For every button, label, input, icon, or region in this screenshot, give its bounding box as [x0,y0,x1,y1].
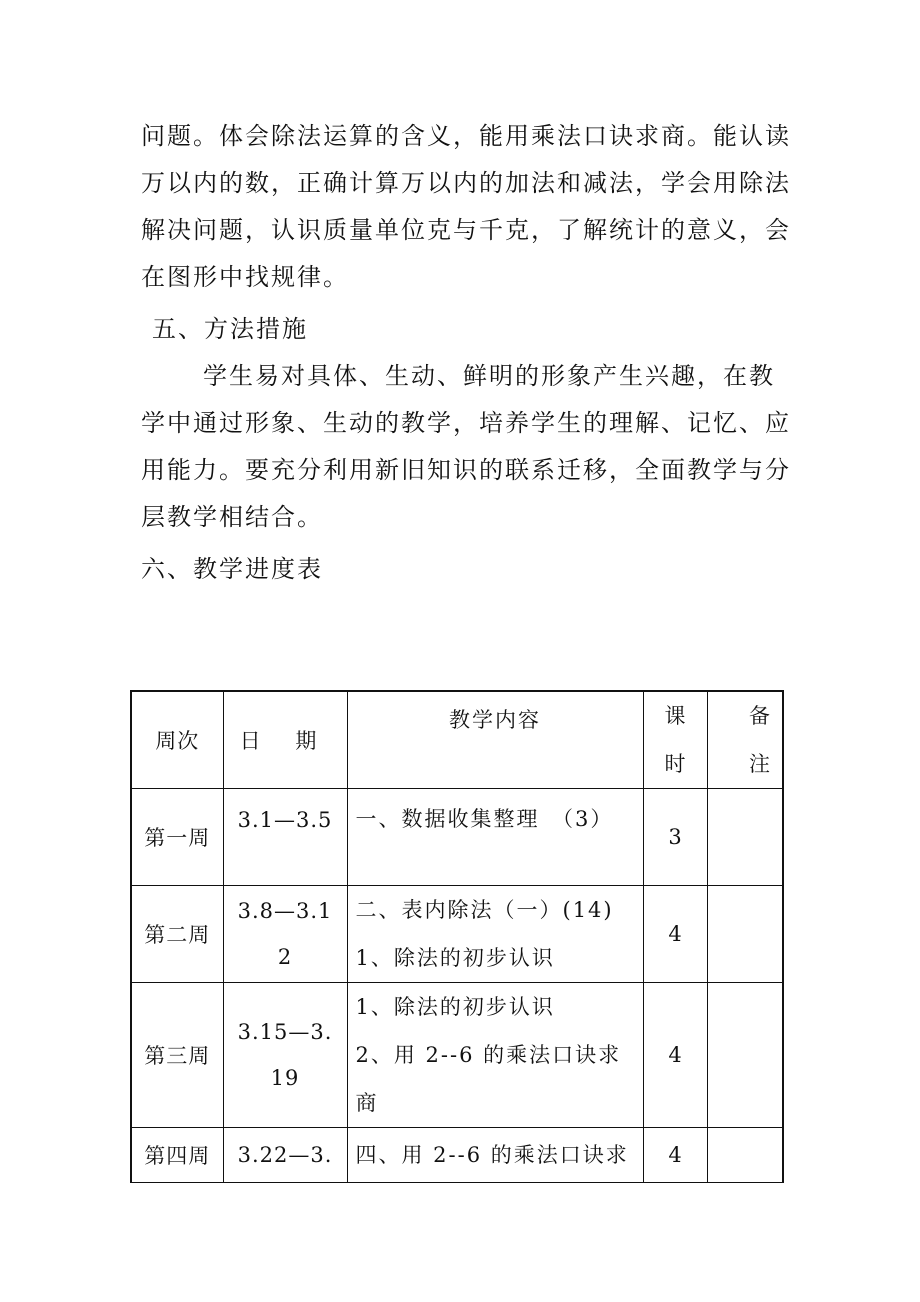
week-cell: 第三周 [131,983,223,1128]
hours-cell: 4 [643,1128,707,1183]
section-heading-schedule: 六、教学进度表 [141,555,323,583]
table-row [131,983,783,1128]
table-row [131,886,783,983]
note-cell [707,789,783,886]
header-content: 教学内容 [347,691,643,789]
header-date: 日 期 [223,691,347,789]
header-note: 备 注 [707,691,783,789]
table-row [131,789,783,886]
hours-cell: 4 [643,886,707,983]
date-cell: 3.22—3. [223,1128,347,1183]
section-heading-methods: 五、方法措施 [152,315,308,343]
note-cell [707,1128,783,1183]
header-week: 周次 [131,691,223,789]
intro-paragraph-continued: 问题。体会除法运算的含义，能用乘法口诀求商。能认读万以内的数，正确计算万以内的加法和减法，学会用除法解决问题，认识质量单位克与千克，了解统计的意义，会在图形中找规律。 [141,122,791,291]
methods-paragraph: 学生易对具体、生动、鲜明的形象产生兴趣，在教学中通过形象、生动的教学，培养学生的理解、记忆、应用能力。要充分利用新旧知识的联系迁移，全面教学与分层教学相结合。 [141,362,791,531]
hours-cell: 4 [643,983,707,1128]
note-cell [707,886,783,983]
date-cell: 3.15—3. 19 [223,983,347,1128]
hours-cell: 3 [643,789,707,886]
week-cell: 第一周 [131,789,223,886]
content-cell: 1、除法的初步认识 2、用 2--6 的乘法口诀求 商 [347,983,643,1128]
content-cell: 二、表内除法（一）(14) 1、除法的初步认识 [347,886,643,983]
content-cell: 一、数据收集整理 （3） [347,789,643,886]
table-row [131,1128,783,1183]
teaching-schedule-table [130,690,784,1183]
table-header-row [131,691,783,789]
date-cell: 3.1—3.5 [223,789,347,886]
content-cell: 四、用 2--6 的乘法口诀求 [347,1128,643,1183]
week-cell: 第二周 [131,886,223,983]
header-hours: 课 时 [643,691,707,789]
note-cell [707,983,783,1128]
week-cell: 第四周 [131,1128,223,1183]
date-cell: 3.8—3.1 2 [223,886,347,983]
